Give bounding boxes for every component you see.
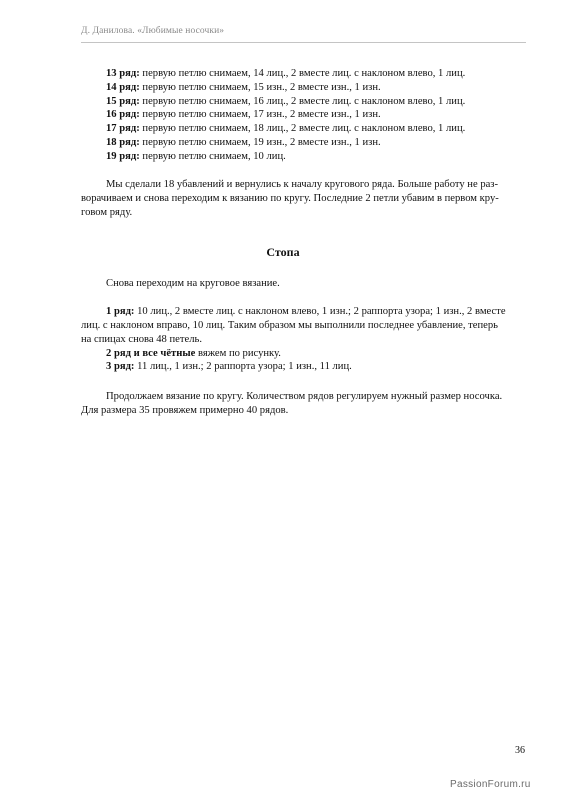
row-14: [106, 81, 381, 95]
row-text: 11 лиц., 1 изн.; 2 раппорта узора; 1 изн., 11 лиц.: [134, 361, 352, 372]
closing-line: Для размера 35 провяжем примерно 40 рядов.: [81, 405, 289, 416]
row-18: [106, 136, 381, 150]
row-16: [106, 108, 381, 122]
row-label: 1 ряд:: [106, 306, 135, 317]
row-13: [106, 67, 465, 81]
row-label: 19 ряд:: [106, 151, 140, 162]
row-17: [106, 122, 465, 136]
page-number: 36: [515, 745, 525, 756]
watermark: PassionForum.ru: [450, 779, 531, 790]
row-text: первую петлю снимаем, 17 изн., 2 вместе изн., 1 изн.: [139, 109, 381, 120]
row-text: первую петлю снимаем, 19 изн., 2 вместе изн., 1 изн.: [139, 137, 381, 148]
paragraph-line: ворачиваем и снова переходим к вязанию по кругу. Последние 2 петли убавим в первом кру-: [81, 193, 499, 204]
intro-line: Снова переходим на круговое вязание.: [106, 278, 280, 289]
row-label: 15 ряд:: [106, 96, 140, 107]
row-text: первую петлю снимаем, 18 лиц., 2 вместе лиц. с наклоном влево, 1 лиц.: [139, 123, 466, 134]
row-text: первую петлю снимаем, 14 лиц., 2 вместе лиц. с наклоном влево, 1 лиц.: [139, 68, 466, 79]
row-label: 16 ряд:: [106, 109, 140, 120]
foot-row-3: [106, 360, 352, 374]
row-label: 3 ряд:: [106, 361, 135, 372]
row-label: 13 ряд:: [106, 68, 140, 79]
foot-row-1-continuation: лиц. с наклоном вправо, 10 лиц. Таким образом мы выполнили последнее убавление, теперь: [81, 320, 498, 331]
foot-row-1-continuation: на спицах снова 48 петель.: [81, 334, 202, 345]
closing-line: Продолжаем вязание по кругу. Количеством рядов регулируем нужный размер носочка.: [106, 391, 503, 402]
row-text: первую петлю снимаем, 16 лиц., 2 вместе лиц. с наклоном влево, 1 лиц.: [139, 96, 466, 107]
row-label: 14 ряд:: [106, 82, 140, 93]
running-header: Д. Данилова. «Любимые носочки»: [81, 26, 225, 36]
row-text: первую петлю снимаем, 10 лиц.: [139, 151, 286, 162]
row-label: 18 ряд:: [106, 137, 140, 148]
paragraph-line: говом ряду.: [81, 207, 133, 218]
row-label: 17 ряд:: [106, 123, 140, 134]
row-text: первую петлю снимаем, 15 изн., 2 вместе изн., 1 изн.: [139, 82, 381, 93]
section-heading: Стопа: [266, 245, 300, 259]
foot-row-1: [106, 305, 506, 319]
row-19: [106, 150, 286, 164]
row-text: 10 лиц., 2 вместе лиц. с наклоном влево, 1 изн.; 2 раппорта узора; 1 изн., 2 вместе: [134, 306, 506, 317]
paragraph-line: Мы сделали 18 убавлений и вернулись к началу кругового ряда. Больше работу не раз-: [106, 179, 499, 190]
row-label: 2 ряд и все чётные: [106, 348, 196, 359]
row-text: вяжем по рисунку.: [195, 348, 281, 359]
header-divider: [81, 42, 526, 43]
